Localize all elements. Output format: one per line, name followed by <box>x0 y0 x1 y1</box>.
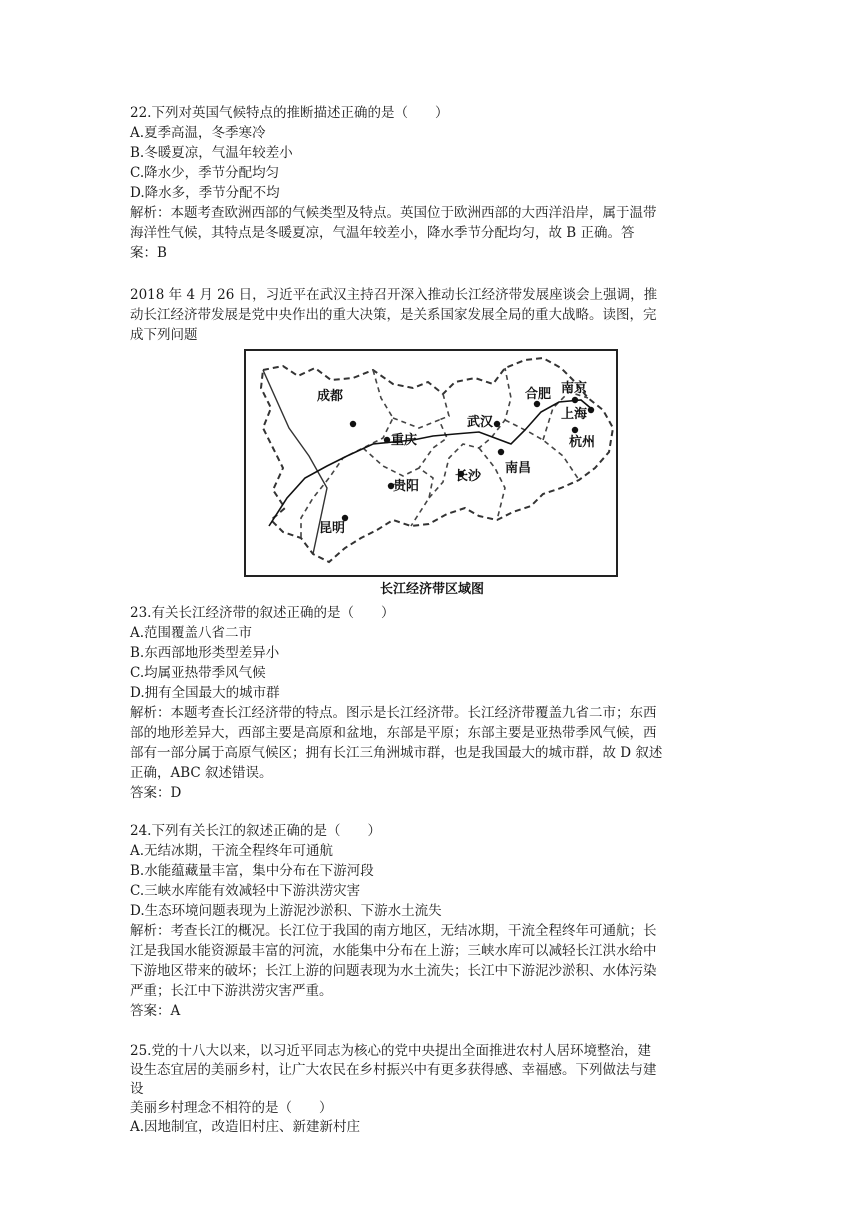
analysis-line: 解析：考查长江的概况。长江位于我国的南方地区，无结冰期，干流全程终年可通航；长 <box>130 923 657 939</box>
analysis-line: 江是我国水能资源最丰富的河流，水能集中分布在上游；三峡水库可以减轻长江洪水给中 <box>130 943 657 959</box>
option-b: B.水能蕴藏量丰富，集中分布在下游河段 <box>130 863 374 879</box>
option-d: D.拥有全国最大的城市群 <box>130 685 280 701</box>
option-a: A.无结冰期，干流全程终年可通航 <box>130 843 334 859</box>
option-a: A.夏季高温，冬季寒冷 <box>130 125 266 141</box>
option-a: A.范围覆盖八省二市 <box>130 625 253 641</box>
intro-paragraph <box>130 285 742 345</box>
analysis-line: 部的地形差异大，西部主要是高原和盆地，东部是平原；东部主要是亚热带季风气候，西 <box>130 725 657 741</box>
city-dot <box>498 449 504 455</box>
question-24 <box>130 821 742 1021</box>
city-dot <box>534 401 540 407</box>
question-22 <box>130 103 742 263</box>
city-dot <box>494 421 500 427</box>
city-dot <box>588 407 594 413</box>
option-b: B.东西部地形类型差异小 <box>130 645 280 661</box>
city-label-hangzhou: 杭州 <box>569 434 596 449</box>
question-stem-line: 设 <box>130 1081 144 1097</box>
city-label-changsha: 长沙 <box>455 468 482 483</box>
option-d: D.生态环境问题表现为上游泥沙淤积、下游水土流失 <box>130 903 442 919</box>
question-stem-line: 设生态宜居的美丽乡村，让广大农民在乡村振兴中有更多获得感、幸福感。下列做法与建 <box>130 1062 657 1078</box>
option-b: B.冬暖夏凉，气温年较差小 <box>130 145 293 161</box>
option-c: C.降水少，季节分配均匀 <box>130 165 280 181</box>
option-c: C.均属亚热带季风气候 <box>130 665 266 681</box>
option-d: D.降水多，季节分配不均 <box>130 185 280 201</box>
city-label-nanchang: 南昌 <box>505 460 532 475</box>
question-stem-line: 美丽乡村理念不相符的是（ ） <box>130 1100 333 1116</box>
city-label-chengdu: 成都 <box>317 388 344 403</box>
option-c: C.三峡水库能有效减轻中下游洪涝灾害 <box>130 883 361 899</box>
analysis-line: 海洋性气候，其特点是冬暖夏凉，气温年较差小，降水季节分配均匀，故 B 正确。答 <box>130 225 635 241</box>
city-label-guiyang: 贵阳 <box>393 478 420 493</box>
analysis-line: 解析：本题考查长江经济带的特点。图示是长江经济带。长江经济带覆盖九省二市；东西 <box>130 705 657 721</box>
analysis-line: 案：B <box>130 245 167 261</box>
analysis-line: 下游地区带来的破坏；长江上游的问题表现为水土流失；长江中下游泥沙淤积、水体污染 <box>130 963 657 979</box>
city-dot <box>350 421 356 427</box>
city-label-shanghai: 上海 <box>561 406 588 421</box>
question-23 <box>130 603 742 803</box>
question-25 <box>130 1042 742 1137</box>
question-stem: 23.有关长江经济带的叙述正确的是（ ） <box>130 605 395 621</box>
analysis-line: 正确，ABC 叙述错误。 <box>130 765 273 781</box>
question-stem: 22.下列对英国气候特点的推断描述正确的是（ ） <box>130 105 449 121</box>
question-stem: 24.下列有关长江的叙述正确的是（ ） <box>130 823 381 839</box>
city-dot <box>572 427 578 433</box>
city-label-wuhan: 武汉 <box>467 414 494 429</box>
city-label-kunming: 昆明 <box>319 520 346 535</box>
city-label-chongqing: 重庆 <box>391 432 418 447</box>
question-stem-line: 25.党的十八大以来，以习近平同志为核心的党中央提出全面推进农村人居环境整治，建 <box>130 1043 651 1059</box>
analysis-line: 部有一部分属于高原气候区；拥有长江三角洲城市群，也是我国最大的城市群，故 D 叙述 <box>130 745 663 761</box>
yangtze-economic-belt-map <box>243 348 621 600</box>
intro-line: 动长江经济带发展是党中央作出的重大决策，是关系国家发展全局的重大战略。读图，完 <box>130 307 657 323</box>
city-label-nanjing: 南京 <box>561 380 588 395</box>
city-dot <box>384 437 390 443</box>
answer-line: 答案：A <box>130 1003 181 1019</box>
map-caption: 长江经济带区域图 <box>379 581 485 596</box>
intro-line: 成下列问题 <box>130 327 198 343</box>
option-a: A.因地制宜，改造旧村庄、新建新村庄 <box>130 1119 361 1135</box>
city-dot <box>572 397 578 403</box>
analysis-line: 解析：本题考查欧洲西部的气候类型及特点。英国位于欧洲西部的大西洋沿岸，属于温带 <box>130 205 657 221</box>
city-label-hefei: 合肥 <box>525 386 552 401</box>
answer-line: 答案：D <box>130 785 182 801</box>
analysis-line: 严重；长江中下游洪涝灾害严重。 <box>130 983 333 999</box>
intro-line: 2018 年 4 月 26 日，习近平在武汉主持召开深入推动长江经济带发展座谈会上强调，推 <box>130 287 658 303</box>
